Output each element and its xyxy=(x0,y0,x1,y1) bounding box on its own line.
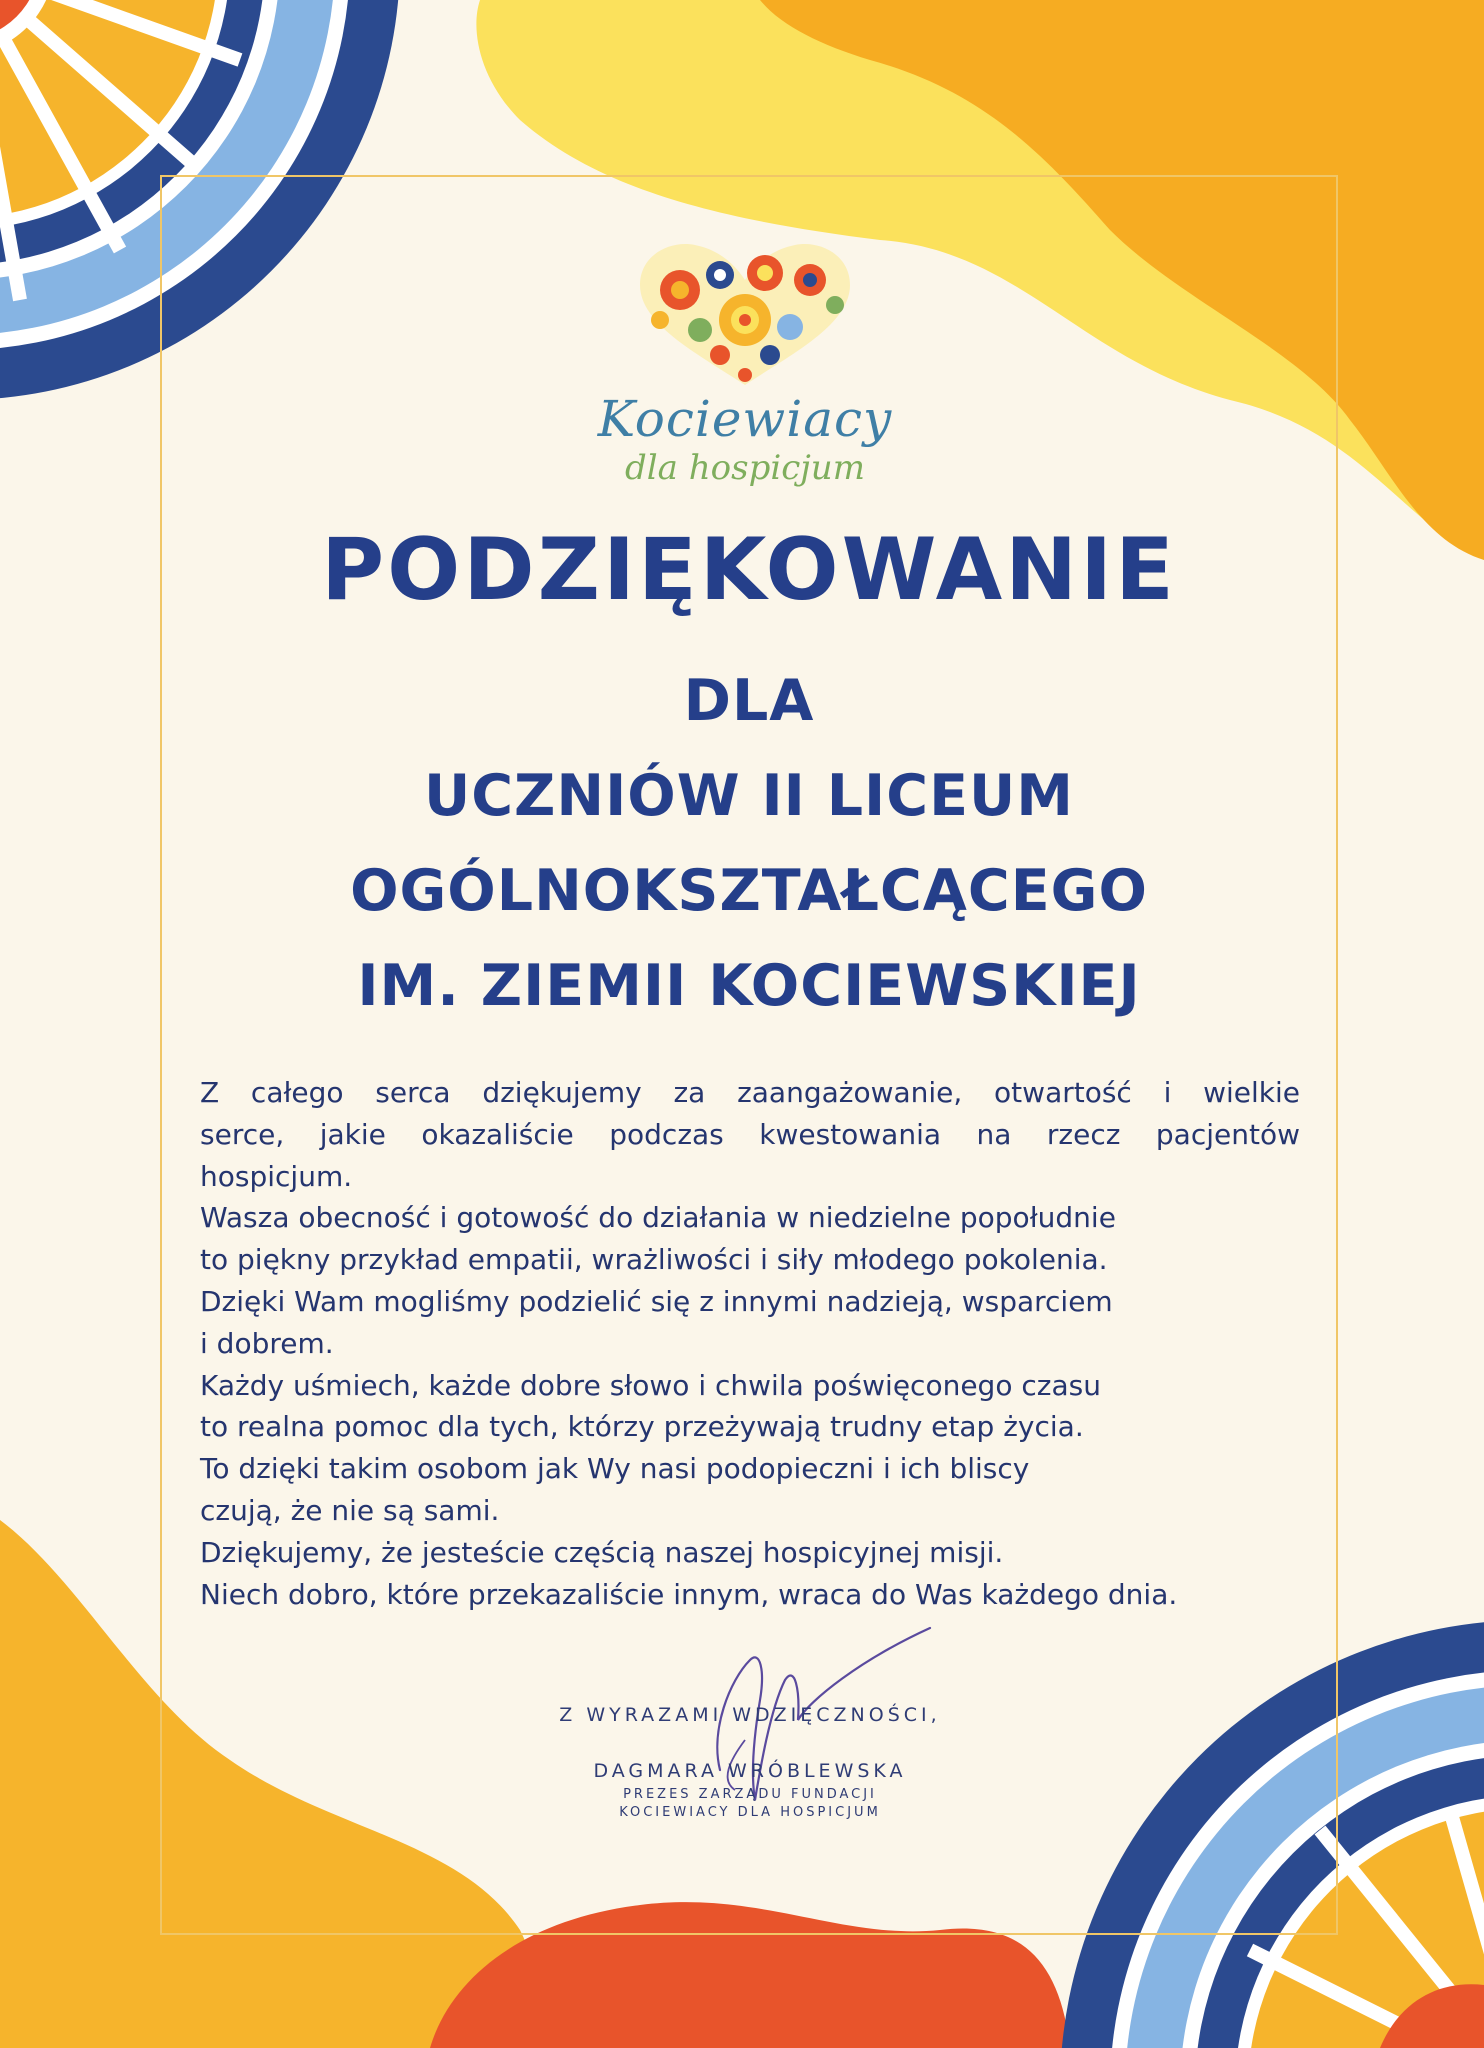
message-line: Dzięki Wam mogliśmy podzielić się z innymi nadzieją, wsparciem xyxy=(200,1284,1113,1318)
thank-you-message xyxy=(200,1072,1300,1615)
closing-greeting: Z WYRAZAMI WDZIĘCZNOŚCI, xyxy=(559,1704,941,1726)
message-line: Wasza obecność i gotowość do działania w niedzielne popołudnie xyxy=(200,1201,1116,1235)
page-title: PODZIĘKOWANIE xyxy=(321,520,1177,620)
message-line: Z całego serca dziękujemy za zaangażowanie, otwartość i wielkie xyxy=(200,1076,1300,1109)
message-line: to realna pomoc dla tych, którzy przeżywają trudny etap życia. xyxy=(200,1410,1084,1444)
message-line: i dobrem. xyxy=(200,1326,334,1360)
message-line: czują, że nie są sami. xyxy=(200,1493,500,1527)
message-line: Dziękujemy, że jesteście częścią naszej hospicyjnej misji. xyxy=(200,1535,1004,1569)
message-line: to piękny przykład empatii, wrażliwości i siły młodego pokolenia. xyxy=(200,1243,1108,1277)
recipient-line-2: UCZNIÓW II LICEUM xyxy=(423,763,1075,829)
message-line: hospicjum. xyxy=(200,1159,353,1193)
heart-folk-icon xyxy=(590,235,900,400)
logo-tagline: dla hospicjum xyxy=(625,448,865,488)
logo-name: Kociewiacy xyxy=(597,390,893,448)
role-line-2: KOCIEWIACY DLA HOSPICJUM xyxy=(619,1805,881,1820)
message-line: To dzięki takim osobom jak Wy nasi podopieczni i ich bliscy xyxy=(200,1452,1030,1486)
signatory-role xyxy=(400,1786,1100,1822)
recipient-line-4: IM. ZIEMII KOCIEWSKIEJ xyxy=(357,953,1141,1019)
message-line: Każdy uśmiech, każde dobre słowo i chwila poświęconego czasu xyxy=(200,1368,1101,1402)
message-line: serce, jakie okazaliście podczas kwestowania na rzecz pacjentów xyxy=(200,1117,1300,1151)
recipient-line-3: OGÓLNOKSZTAŁCĄCEGO xyxy=(350,858,1148,924)
recipient-line-1: DLA xyxy=(683,668,815,734)
message-line: Niech dobro, które przekazaliście innym, wraca do Was każdego dnia. xyxy=(200,1577,1178,1611)
foundation-logo xyxy=(590,235,900,510)
signatory-name: DAGMARA WRÓBLEWSKA xyxy=(593,1760,907,1782)
role-line-1: PREZES ZARZĄDU FUNDACJI xyxy=(623,1787,877,1802)
